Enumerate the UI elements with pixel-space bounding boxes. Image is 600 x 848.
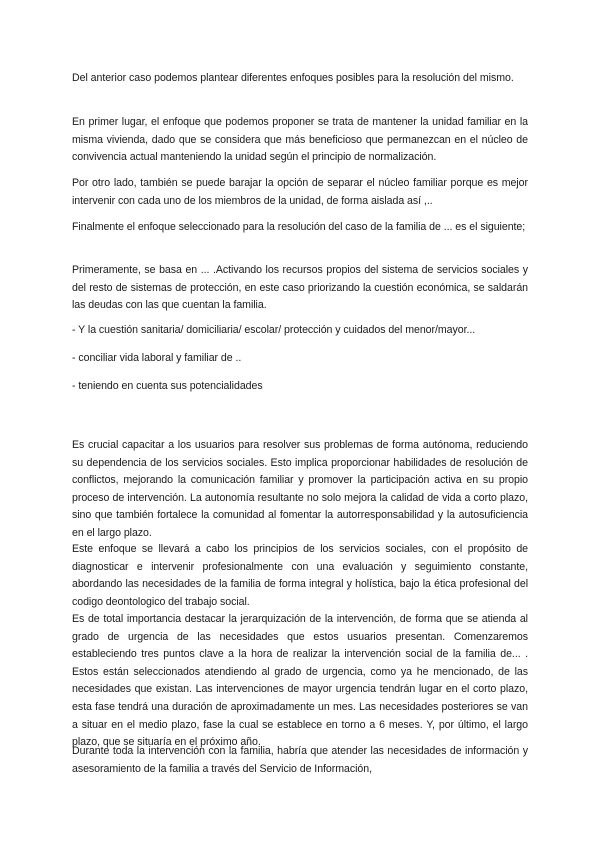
paragraph-selected-approach: Finalmente el enfoque seleccionado para la resolución del caso de la familia de ... es el siguiente; — [72, 221, 526, 233]
paragraph-first-approach: En primer lugar, el enfoque que podemos proponer se trata de mantener la unidad familiar en la misma vivienda, dado que se considera que más beneficioso que permanezcan en el núcleo de convivencia actual manteniendo la unidad según el principio de normalización. — [72, 116, 528, 164]
paragraph-intro: Del anterior caso podemos plantear diferentes enfoques posibles para la resolución del mismo. — [72, 72, 514, 84]
paragraph-autonomy: Es crucial capacitar a los usuarios para resolver sus problemas de forma autónoma, reduciendo su dependencia de los servicios sociales. Esto implica proporcionar habilidades de resolución de conflictos, mejorando la comunicación familiar y promover la participación activa en su propio proceso de intervención. La autonomía resultante no solo mejora la calidad de vida a corto plazo, sino que también fortalece la comunidad al fomentar la autorresponsabilidad y la autosuficiencia en el largo plazo. — [72, 439, 528, 539]
paragraph-second-approach: Por otro lado, también se puede barajar la opción de separar el núcleo familiar porque es mejor intervenir con cada uno de los miembros de la unidad, de forma aislada así ,.. — [72, 177, 528, 207]
list-item-work-life: - conciliar vida laboral y familiar de .. — [72, 352, 242, 364]
list-item-health: - Y la cuestión sanitaria/ domiciliaria/ escolar/ protección y cuidados del menor/mayor... — [72, 324, 476, 336]
paragraph-principles: Este enfoque se llevará a cabo los principios de los servicios sociales, con el propósito de diagnosticar e intervenir profesionalmente con una evaluación y seguimiento constante, abordando las necesidades de la familia de forma integral y holística, bajo la ética profesional del codigo deontologico del trabajo social. — [72, 543, 528, 608]
paragraph-hierarchy: Es de total importancia destacar la jerarquización de la intervención, de forma que se atienda al grado de urgencia de las necesidades que estos usuarios presentan. Comenzaremos estableciendo tres puntos clave a la hora de realizar la intervención social de la familia de... . Estos están seleccionados atendiendo al grado de urgencia, como ya he mencionado, de las necesidades que existan. Las intervenciones de mayor urgencia tendrán lugar en el corto plazo, esta fase tendrá una duración de aproximadamente un mes. Las necesidades posteriores se van a situar en el medio plazo, fase la cual se establece en torno a 6 meses. Y, por último, el largo plazo, que se situaría en el próximo año. — [72, 613, 528, 749]
paragraph-information: Durante toda la intervención con la familia, habría que atender las necesidades de información y asesoramiento de la familia a través del Servicio de Información, — [72, 745, 528, 775]
paragraph-first-step: Primeramente, se basa en ... .Activando los recursos propios del sistema de servicios sociales y del resto de sistemas de protección, en este caso priorizando la cuestión económica, se saldarán las deudas con las que cuentan la familia. — [72, 264, 528, 312]
list-item-potential: - teniendo en cuenta sus potencialidades — [72, 380, 263, 392]
